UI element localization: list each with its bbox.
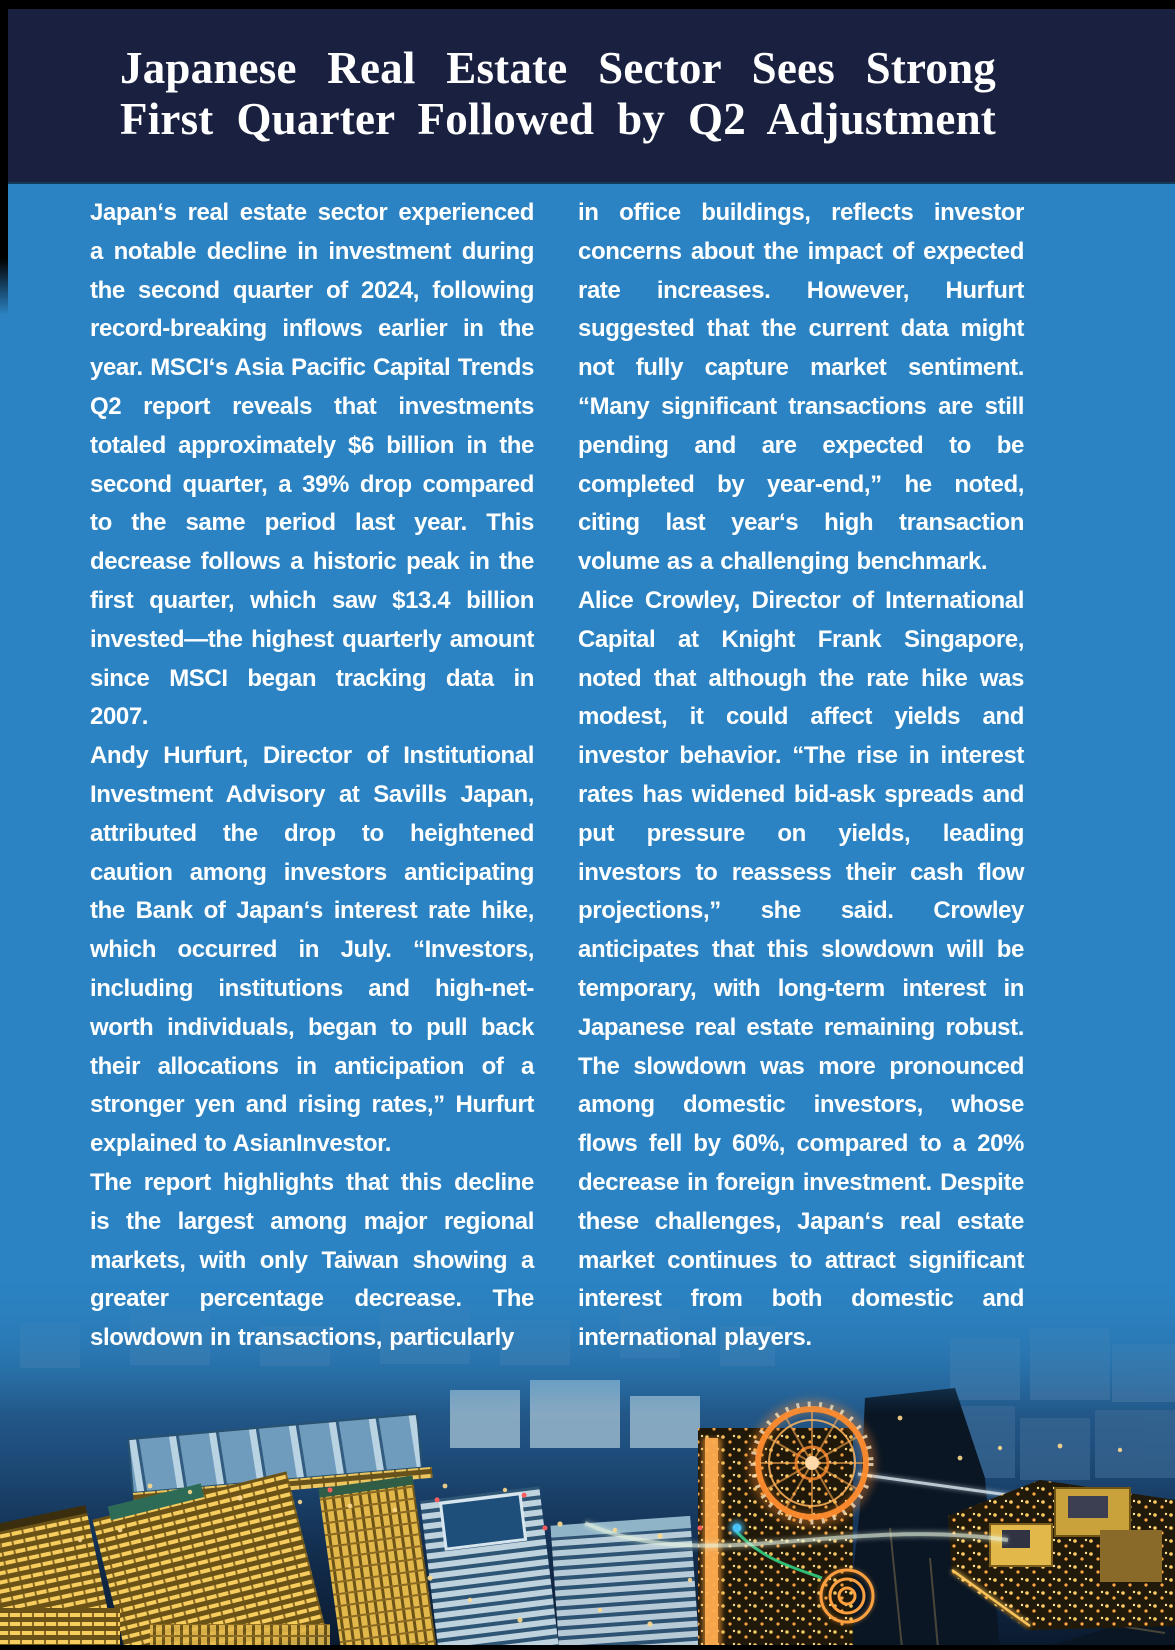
page-title (120, 43, 996, 145)
left-column (90, 194, 534, 1358)
paragraph: Japan‘s real estate sector experienced a notable decline in investment during the second quarter of 2024, following record-breaking inflows earlier in the year. MSCI‘s Asia Pacific Capital Trends Q2 report reveals that investments totaled approximately $6 billion in the second quarter, a 39% drop compared to the same period last year. This decrease follows a historic peak in the first quarter, which saw $13.4 billion invested—the highest quarterly amount since MSCI began tracking data in 2007. (90, 199, 534, 731)
paragraph: Andy Hurfurt, Director of Institutional Investment Advisory at Savills Japan, attributed the drop to heightened caution among investors anticipating the Bank of Japan‘s interest rate hike, which occurred in July. “Investors, including institutions and high-net-worth individuals, began to pull back their allocations in anticipation of a stronger yen and rising rates,” Hurfurt explained to AsianInvestor. (90, 742, 534, 1158)
white-tower-roofdeck (420, 1485, 559, 1650)
title-line-1: Japanese Real Estate Sector Sees Strong (120, 43, 996, 93)
page-border-top (0, 0, 1175, 9)
right-column (578, 194, 1024, 1358)
paragraph: The report highlights that this decline is the largest among major regional markets, with only Taiwan showing a greater percentage decrease. The slowdown in transactions, particularly (90, 1168, 534, 1352)
article-header (8, 9, 1175, 182)
paragraph: in office buildings, reflects investor concerns about the impact of expected rate increases. However, Hurfurt suggested that the current data might not fully capture market sentiment. “Many significant transactions are still pending and are expected to be completed by year-end,” he noted, citing last year‘s high transaction volume as a challenging benchmark. (578, 199, 1024, 576)
page-border-bottom (0, 1645, 1175, 1650)
paragraph: Alice Crowley, Director of International Capital at Knight Frank Singapore, noted that although the rate hike was modest, it could affect yields and investor behavior. “The rise in interest rates has widened bid-ask spreads and put pressure on yields, leading investors to reassess their cash flow projections,” she said. Crowley anticipates that this slowdown will be temporary, with long-term interest in Japanese real estate remaining robust. The slowdown was more pronounced among domestic investors, whose flows fell by 60%, compared to a 20% decrease in foreign investment. Despite these challenges, Japan‘s real estate market continues to attract significant interest from both domestic and international players. (578, 586, 1024, 1352)
ferris-wheel (753, 1404, 871, 1522)
title-line-2: First Quarter Followed by Q2 Adjustment (120, 94, 996, 144)
page-border-left (0, 0, 8, 315)
